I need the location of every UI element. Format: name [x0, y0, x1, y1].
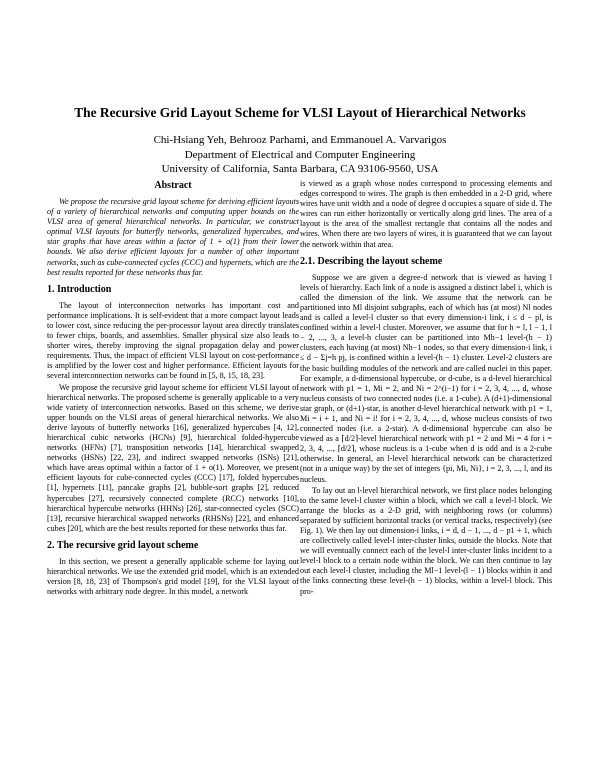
paragraph: Suppose we are given a degree-d network that is viewed as having l levels of hierarchy. Each link of a node is assigned a distinct label i, which is called the dimension of the link. We assume that the network can be partitioned into Ml disjoint subgraphs, each of which has (at most) Nl nodes and is called a level-l cluster so that every dimension-i link, i ≤ d − pl, is confined within a level-l cluster. Moreover, we assume that for h = l, l − 1, l − 2, ..., 3, a level-h cluster can be partitioned into Mh−1 level-(h − 1) clusters, each having (at most) Nh−1 nodes, so that every dimension-i link, i ≤ d − Σj=h pj, is confined within a level-(h − 1) cluster. Level-2 clusters are the basic building modules of the network and are called nuclei in this paper. For example, a d-dimensional hypercube, or d-cube, is a d-level hierarchical network with p1 = 1, Mi = 2, and Ni = 2^(i−1) for i = 2, 3, 4, ..., d, whose nucleus consists of two connected nodes (i.e. a 1-cube). A (d+1)-dimensional star graph, or (d+1)-star, is another d-level hierarchical network with p1 = 1, Mi = i + 1, and Ni = i! for i = 2, 3, 4, ..., d, whose nucleus consists of two connected nodes (i.e. a 2-star). A d-dimensional hypercube can also be viewed as a ⌈d/2⌉-level hierarchical network with p1 = 2 and Mi = 4 for i = 2, 3, 4, ..., ⌈d/2⌉, whose nucleus is a 1-cube when d is odd and is a 2-cube otherwise. In general, an l-level hierarchical network can be characterized (not in a unique way) by the set of integers {pi, Mi, Ni}, i = 2, 3, ..., l, and its nucleus. [300, 272, 552, 484]
paragraph: In this section, we present a generally applicable scheme for laying out hierarchical networks. We use the extended grid model, which is an extended version [8, 18, 23] of Thompson's grid model [19], for the VLSI layout of networks with arbitrary node degree. In this model, a network [47, 556, 299, 597]
author-block [20, 133, 580, 177]
abstract-text: We propose the recursive grid layout scheme for deriving efficient layouts of a variety of hierarchical networks and computing upper bounds on the VLSI area of general hierarchical networks. In particular, we construct optimal VLSI layouts for butterfly networks, generalized hypercubes, and star graphs that have areas within a factor of 1 + o(1) from their lower bounds. We also derive efficient layouts for a number of other important networks, such as cube-connected cycles (CCC) and hypernets, which are the best results reported for these networks thus far. [47, 197, 299, 277]
department-line: Department of Electrical and Computer Engineering [184, 148, 416, 161]
university-line: University of California, Santa Barbara, CA 93106-9560, USA [161, 163, 439, 176]
paragraph: To lay out an l-level hierarchical network, we first place nodes belonging to the same level-l cluster within a block, which we call a level-l block. We arrange the blocks as a 2-D grid, with neighboring rows (or columns) separated by sufficient horizontal tracks (or vertical tracks, respectively) (see Fig. 1). We then lay out dimension-i links, i = d, d − 1, ..., d − p1 + 1, which are collectively called level-l inter-cluster links, outside the blocks. Note that we will eventually connect each of the level-l inter-cluster links incident to a level-l block to a certain node within the block. We can then continue to lay out each level-l cluster, including the Ml−1 level-(l − 1) blocks within it and the links connecting these level-(h − 1) blocks, within a level-l block. This pro- [300, 485, 552, 596]
paragraph: The layout of interconnection networks has important cost and performance implications. It is self-evident that a more compact layout leads to lower cost, since reducing the per-processor layout area directly translates to fewer chips, boards, and assemblies. Smaller physical size also leads to shorter wires, thereby improving the signal propagation delay and power requirements. Thus, the impact of efficient VLSI layout on cost-performance is amplified by the lower cost and higher performance. Efficient layouts for several interconnection networks can be found in [5, 8, 15, 18, 23]. [47, 300, 299, 381]
right-column [300, 179, 552, 597]
paper-title: The Recursive Grid Layout Scheme for VLSI Layout of Hierarchical Networks [74, 105, 526, 120]
left-column [47, 180, 299, 597]
paragraph: is viewed as a graph whose nodes correspond to processing elements and edges correspond to wires. The graph is then embedded in a 2-D grid, where wires have unit width and a node of degree d occupies a square of side d. The wires can run either horizontally or vertically along grid lines. The area of a layout is the area of the smallest rectangle that contains all the nodes and wires. When there are two layers of wires, it is guaranteed that we can layout the network within that area. [300, 179, 552, 249]
authors-line: Chi-Hsiang Yeh, Behrooz Parhami, and Emmanouel A. Varvarigos [153, 134, 447, 146]
abstract-heading: Abstract [154, 180, 192, 191]
subsection-heading-describing: 2.1. Describing the layout scheme [300, 255, 443, 267]
paragraph: We propose the recursive grid layout scheme for efficient VLSI layout of hierarchical networks. The proposed scheme is generally applicable to a very wide variety of interconnection networks. Based on this scheme, we derive upper bounds on the VLSI areas of general hierarchical networks. We also derive layouts of butterfly networks [16], generalized hypercubes [4, 12], hierarchical cubic networks (HCNs) [9], hierarchical folded-hypercube networks (HFNs) [7], transposition networks [14], hierarchical swapped networks (HSNs) [22, 23], and indirect swapped networks (ISNs) [21], which have areas optimal within a factor of 1 + o(1). Moreover, we present efficient layouts for cube-connected cycles (CCC) [17], folded hypercubes [1], hypernets [11], pancake graphs [2], bubble-sort graphs [2], reduced hypercubes [27], recursively connected complete (RCC) networks [10], hierarchical hypercube networks (HHNs) [26], star-connected cycles (SCC) [13], recursive hierarchical swapped networks (RHSNs) [22], and enhanced cubes [20], which are the best results reported for these networks thus far. [47, 382, 299, 533]
section-heading-scheme: 2. The recursive grid layout scheme [47, 539, 199, 551]
section-heading-introduction: 1. Introduction [47, 283, 112, 295]
